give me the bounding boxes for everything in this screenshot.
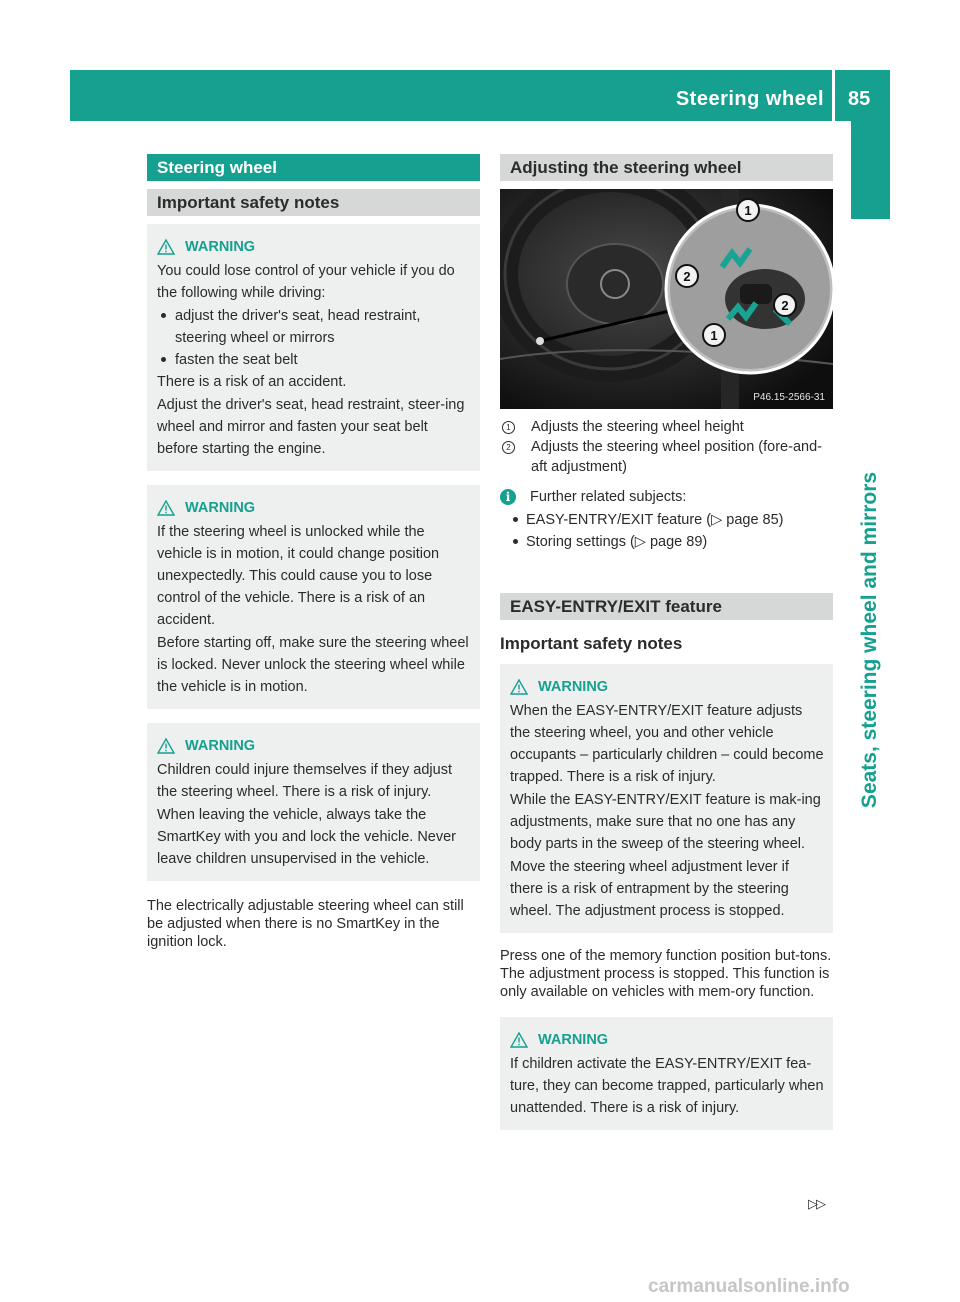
left-column [147, 154, 480, 951]
warning-label: WARNING [185, 500, 256, 516]
warning-bullets [157, 305, 472, 371]
list-item: adjust the driver's seat, head restraint, steering wheel or mirrors [157, 305, 472, 349]
callout-label: 1 [710, 328, 718, 343]
warning-text: When leaving the vehicle, always take the SmartKey with you and lock the vehicle. Never leave children unsupervised in the vehicle. [157, 807, 456, 867]
figure-legend [500, 417, 833, 477]
warning-triangle-icon [157, 738, 175, 754]
callout-label: 2 [683, 269, 691, 284]
warning-text: When the EASY-ENTRY/EXIT feature adjusts the steering wheel, you and other vehicle occupants – particularly children – could become trapped. There is a risk of injury. [510, 703, 824, 785]
legend-number: 1 [502, 421, 515, 434]
steering-wheel-illustration [500, 189, 833, 409]
warning-text: There is a risk of an accident. [157, 374, 347, 390]
warning-label: WARNING [185, 738, 256, 754]
warning-box-1 [147, 224, 480, 471]
warning-text: Before starting off, make sure the steering wheel is locked. Never unlock the steering wheel while the vehicle is in motion. [157, 635, 469, 695]
page-number: 85 [848, 88, 871, 110]
warning-label: WARNING [185, 239, 256, 255]
legend-text: Adjusts the steering wheel height [531, 419, 744, 435]
info-icon: i [500, 489, 516, 505]
steering-wheel-figure [500, 189, 833, 409]
sub-heading-safety-notes: Important safety notes [500, 634, 683, 653]
info-note [500, 489, 833, 505]
chapter-label: Seats, steering wheel and mirrors [858, 471, 881, 809]
cross-reference-link[interactable]: Storing settings (▷ page 89) [510, 531, 833, 553]
warning-box-5 [500, 1017, 833, 1130]
warning-box-3 [147, 723, 480, 881]
legend-item [500, 417, 833, 437]
section-title-steering-wheel: Steering wheel [147, 154, 480, 181]
warning-text: You could lose control of your vehicle if you do the following while driving: [157, 263, 455, 301]
continue-mark: ▷▷ [808, 1196, 824, 1211]
list-item: fasten the seat belt [157, 349, 472, 371]
warning-text: Children could injure themselves if they adjust the steering wheel. There is a risk of injury. [157, 762, 452, 800]
warning-text: Move the steering wheel adjustment lever if there is a risk of entrapment by the steering wheel. The adjustment process is stopped. [510, 859, 789, 919]
info-list [500, 509, 833, 553]
warning-box-2 [147, 485, 480, 709]
warning-text: If the steering wheel is unlocked while the vehicle is in motion, it could change position unexpectedly. This could cause you to lose control of the vehicle. There is a risk of an accident. [157, 524, 440, 628]
warning-text: While the EASY-ENTRY/EXIT feature is mak-ing adjustments, make sure that no one has any body parts in the sweep of the steering wheel. [510, 792, 821, 852]
body-paragraph: Press one of the memory function position but-tons. The adjustment process is stopped. This function is only available on vehicles with mem-ory function. [500, 948, 832, 1000]
legend-text: Adjusts the steering wheel position (fore-and-aft adjustment) [531, 439, 822, 475]
cross-reference-link[interactable]: EASY-ENTRY/EXIT feature (▷ page 85) [510, 509, 833, 531]
header-divider [832, 70, 835, 121]
section-title-easy-entry-exit: EASY-ENTRY/EXIT feature [500, 593, 833, 620]
info-title: Further related subjects: [530, 489, 687, 505]
warning-label: WARNING [538, 1032, 609, 1048]
warning-triangle-icon [510, 1032, 528, 1048]
callout-label: 2 [781, 298, 789, 313]
warning-triangle-icon [157, 239, 175, 255]
warning-triangle-icon [510, 679, 528, 695]
subsection-important-safety-notes: Important safety notes [147, 189, 480, 216]
warning-text: Adjust the driver's seat, head restraint, steer-ing wheel and mirror and fasten your seat belt before starting the engine. [157, 397, 465, 457]
body-paragraph: The electrically adjustable steering wheel can still be adjusted when there is no SmartKey in the ignition lock. [147, 898, 464, 950]
warning-text: If children activate the EASY-ENTRY/EXIT fea-ture, they can become trapped, particularly when unattended. There is a risk of injury. [510, 1056, 824, 1116]
callout-label: 1 [744, 203, 752, 218]
warning-label: WARNING [538, 679, 609, 695]
warning-box-4 [500, 664, 833, 933]
section-title-adjusting-steering-wheel: Adjusting the steering wheel [500, 154, 833, 181]
legend-item [500, 437, 833, 477]
warning-triangle-icon [157, 500, 175, 516]
legend-number: 2 [502, 441, 515, 454]
side-tab [851, 121, 890, 219]
right-column [500, 154, 833, 1130]
figure-code: P46.15-2566-31 [753, 392, 825, 403]
watermark: carmanualsonline.info [648, 1276, 850, 1297]
page-title: Steering wheel [675, 88, 824, 110]
